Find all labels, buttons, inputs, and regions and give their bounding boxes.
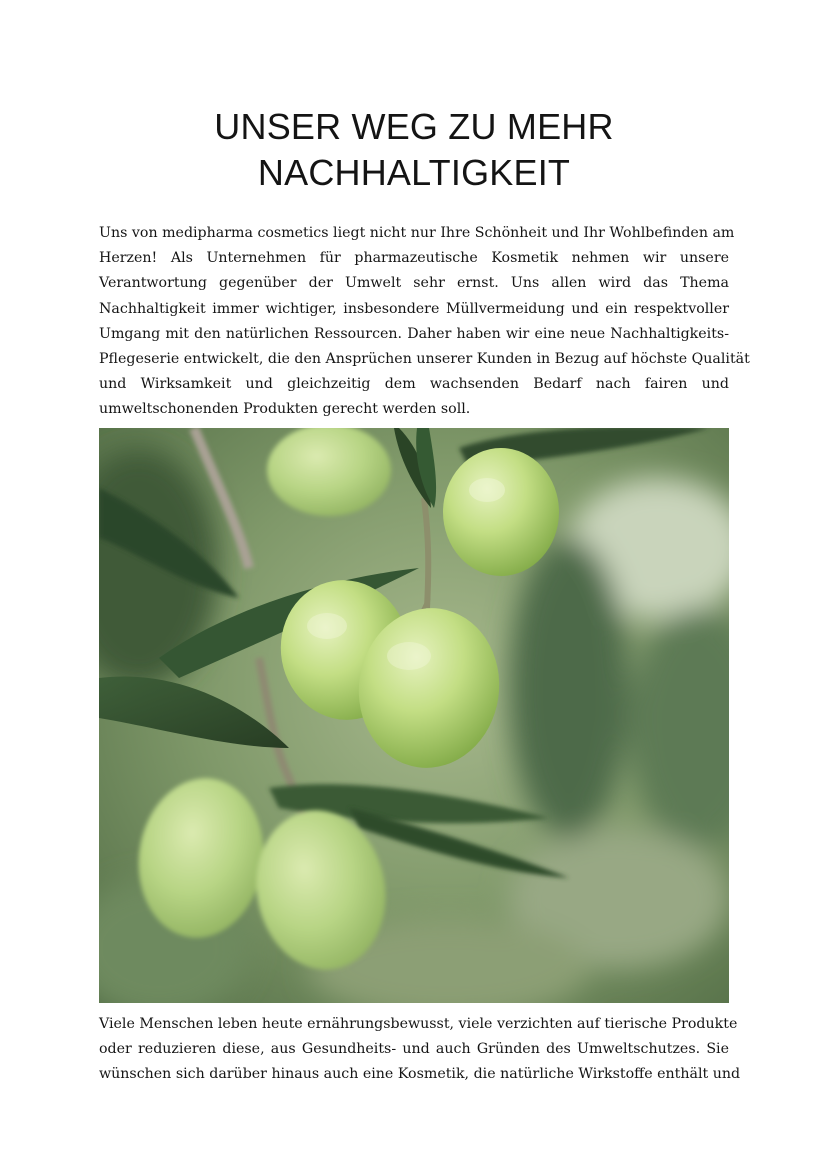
text-line: Verantwortung gegenüber der Umwelt sehr ernst. Uns allen wird das Thema bbox=[99, 275, 729, 292]
text-line: wünschen sich darüber hinaus auch eine Kosmetik, die natürliche Wirkstoffe enthält und bbox=[99, 1066, 741, 1083]
page-title bbox=[99, 104, 729, 196]
text-line: oder reduzieren diese, aus Gesundheits- und auch Gründen des Umweltschutzes. Sie bbox=[99, 1041, 729, 1058]
text-line: Pflegeserie entwickelt, die den Ansprüchen unserer Kunden in Bezug auf höchste Qualität bbox=[99, 351, 750, 368]
olive-branch-photo bbox=[99, 428, 729, 1003]
olive bbox=[443, 448, 559, 576]
text-line: umweltschonenden Produkten gerecht werden soll. bbox=[99, 401, 471, 418]
body-paragraph bbox=[99, 1012, 741, 1088]
text-line: Herzen! Als Unternehmen für pharmazeutische Kosmetik nehmen wir unsere bbox=[99, 250, 729, 267]
olive bbox=[267, 428, 391, 516]
intro-paragraph bbox=[99, 221, 750, 423]
text-line: Uns von medipharma cosmetics liegt nicht nur Ihre Schönheit und Ihr Wohlbefinden am bbox=[99, 225, 735, 241]
title-line: UNSER WEG ZU MEHR bbox=[214, 106, 614, 147]
text-line: Umgang mit den natürlichen Ressourcen. Daher haben wir eine neue Nachhaltigkeits- bbox=[99, 325, 729, 342]
text-line: Viele Menschen leben heute ernährungsbewusst, viele verzichten auf tierische Produkte bbox=[99, 1016, 738, 1032]
title-line: NACHHALTIGKEIT bbox=[257, 152, 571, 193]
text-line: Nachhaltigkeit immer wichtiger, insbesondere Müllvermeidung und ein respektvoller bbox=[99, 300, 729, 317]
text-line: und Wirksamkeit und gleichzeitig dem wachsenden Bedarf nach fairen und bbox=[99, 376, 729, 393]
